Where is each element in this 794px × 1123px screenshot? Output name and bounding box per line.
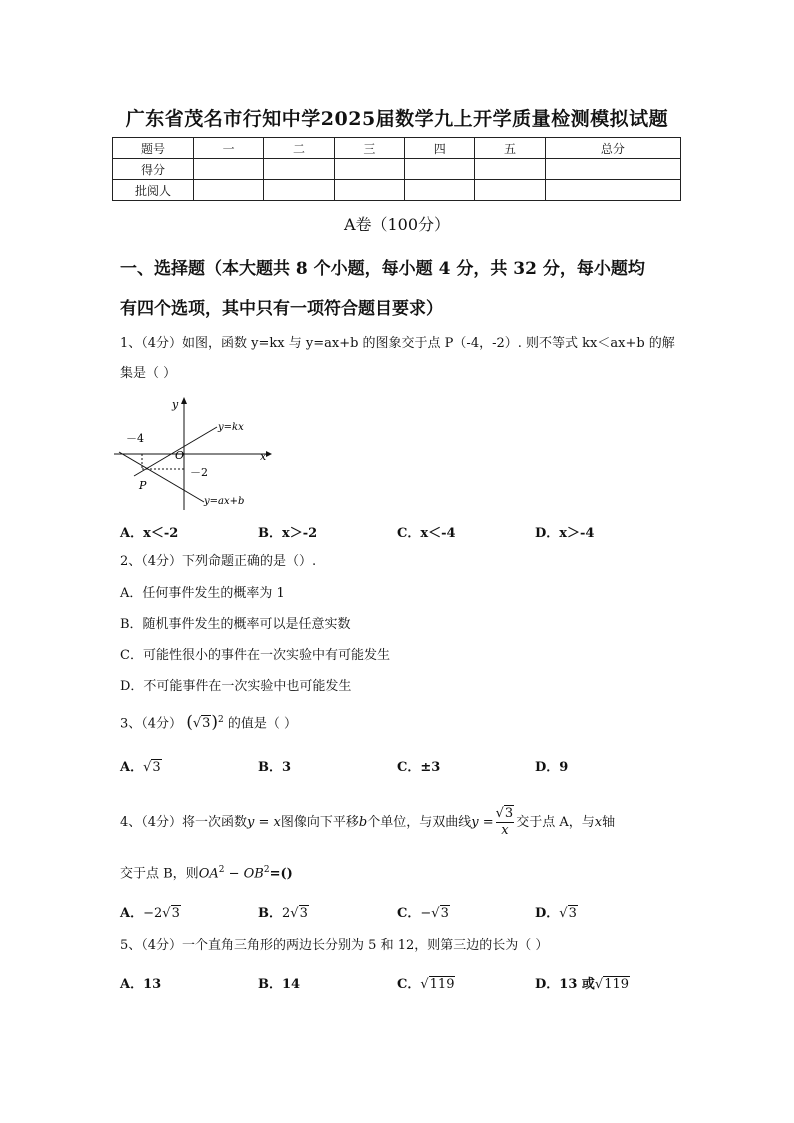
section-heading-line2: 有四个选项，其中只有一项符合题目要求）: [120, 299, 443, 319]
graph-y-label: y: [172, 398, 179, 411]
graph-axb-label: y=ax+b: [204, 496, 245, 507]
graph-y-arrow: [181, 397, 187, 404]
q4-fraction: $\frac{√3}{x}$: [495, 806, 514, 838]
q5-option-d: D．13 或√119: [535, 977, 630, 992]
score-cell: [475, 159, 545, 180]
q3-option-b: B．3: [258, 760, 292, 775]
score-header-cell: 总分: [545, 138, 680, 159]
q1-stem-line1: 1、（4分）如图，函数 y=kx 与 y=ax+b 的图象交于点 P（-4，-2）. 则不等式 kx＜ax+b 的解: [120, 336, 675, 351]
q3-suffix: 的值是（ ）: [227, 716, 298, 732]
page-title: 广东省茂名市行知中学2025届数学九上开学质量检测模拟试题: [125, 108, 669, 130]
score-cell: [405, 159, 475, 180]
q3-exponent: 2: [218, 715, 224, 725]
q1-graph: [114, 392, 274, 512]
q3-sqrt: √3: [192, 716, 211, 732]
score-table: [112, 137, 681, 201]
q3-prefix: 3、（4分）: [120, 716, 183, 732]
q4-option-b: B．2√3: [258, 906, 308, 921]
q2-option-a: A．任何事件发生的概率为 1: [120, 586, 285, 601]
score-header-cell: 一: [194, 138, 264, 159]
score-header-cell: 二: [264, 138, 334, 159]
score-cell: [264, 159, 334, 180]
score-cell: [334, 159, 404, 180]
graph-neg2-label: －2: [190, 466, 208, 479]
score-header-cell: 四: [405, 138, 475, 159]
q1-stem-line2: 集是（ ）: [120, 366, 177, 381]
q1-option-a: A．x＜-2: [120, 526, 179, 541]
q5-option-c: C．√119: [397, 977, 455, 992]
score-cell: [194, 159, 264, 180]
q4-option-c: C．−√3: [397, 906, 449, 921]
q4-function: y = x: [247, 815, 281, 830]
score-cell: [334, 180, 404, 201]
graph-point-label: P: [139, 479, 147, 492]
score-header-cell: 五: [475, 138, 545, 159]
score-header-cell: 题号: [113, 138, 194, 159]
graph-origin-label: O: [175, 449, 185, 462]
graph-neg4-label: －4: [126, 432, 144, 445]
q3-option-a: A．√3: [120, 760, 161, 775]
q2-stem: 2、（4分）下列命题正确的是（）.: [120, 554, 317, 569]
score-cell: [405, 180, 475, 201]
volume-heading: A卷（100分）: [343, 215, 451, 234]
score-cell: [545, 180, 680, 201]
score-header-cell: 三: [334, 138, 404, 159]
graph-x-arrow: [266, 451, 272, 457]
score-cell: [194, 180, 264, 201]
score-cell: [264, 180, 334, 201]
q5-option-b: B．14: [258, 977, 301, 992]
q2-option-c: C．可能性很小的事件在一次实验中有可能发生: [120, 648, 390, 663]
q4-option-a: A．−2√3: [120, 906, 180, 921]
q4-option-d: D．√3: [535, 906, 577, 921]
q2-option-d: D．不可能事件在一次实验中也可能发生: [120, 679, 352, 694]
q5-stem: 5、（4分）一个直角三角形的两边长分别为 5 和 12，则第三边的长为（ ）: [120, 938, 549, 953]
q5-option-a: A．13: [120, 977, 162, 992]
q4-stem-line1: 4、（4分）将一次函数y = x图像向下平移b个单位，与双曲线y = $\frac{√3}{x}$ 交于点 A，与x轴: [120, 806, 616, 838]
q3-option-d: D．9: [535, 760, 569, 775]
score-table-row: [113, 180, 681, 201]
q3-option-c: C．±3: [397, 760, 441, 775]
section-heading-line1: 一、选择题（本大题共 8 个小题，每小题 4 分，共 32 分，每小题均: [120, 259, 645, 279]
q4-stem-line2: 交于点 B，则$OA^2 - OB^2=()$: [120, 865, 293, 882]
score-cell: [545, 159, 680, 180]
q1-option-b: B．x＞-2: [258, 526, 318, 541]
q1-option-c: C．x＜-4: [397, 526, 456, 541]
score-row-label: 得分: [113, 159, 194, 180]
score-row-label: 批阅人: [113, 180, 194, 201]
graph-x-label: x: [260, 450, 267, 463]
q3-stem: 3、（4分） $(√3)^2$ 的值是（ ）: [120, 712, 298, 733]
score-table-header-row: [113, 138, 681, 159]
score-table-row: [113, 159, 681, 180]
q2-option-b: B．随机事件发生的概率可以是任意实数: [120, 617, 351, 632]
score-cell: [475, 180, 545, 201]
q1-option-d: D．x＞-4: [535, 526, 595, 541]
graph-kx-label: y=kx: [218, 422, 244, 433]
